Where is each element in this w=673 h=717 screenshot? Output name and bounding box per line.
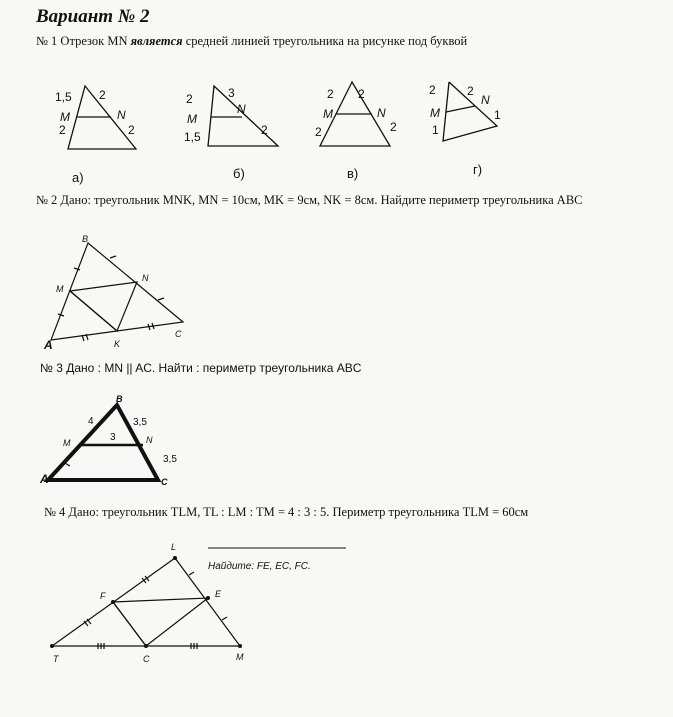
task2-label-m: M (56, 284, 64, 294)
task2-label-k: K (114, 339, 121, 349)
fig1b-label-m: M (187, 112, 197, 126)
task3-label-m: M (63, 438, 71, 448)
task-1-emphasis: является (130, 34, 183, 48)
task2-label-n: N (142, 273, 149, 283)
task-3-text: № 3 Дано : MN || AC. Найти : периметр треугольника ABC (40, 361, 362, 375)
fig1c-label-top-right: 2 (358, 87, 365, 101)
task4-find-text: Найдите: FE, EC, FC. (208, 561, 311, 572)
task3-label-ab: 4 (88, 416, 94, 427)
figure-1b (208, 86, 278, 146)
task2-label-c: C (175, 329, 182, 339)
option-c-letter: в) (347, 166, 359, 181)
fig1a-label-bottom-right: 2 (128, 123, 135, 137)
fig1d-label-top-left: 2 (429, 83, 436, 97)
task-4-text: № 4 Дано: треугольник TLM, TL : LM : TM = 4 : 3 : 5. Периметр треугольника TLM = 60см (44, 505, 529, 519)
fig1c-label-n: N (377, 106, 386, 120)
fig1b-label-bottom-right: 2 (261, 123, 268, 137)
fig1d-label-m: M (430, 106, 440, 120)
fig1d-label-bottom-left: 1 (432, 123, 439, 137)
fig1b-label-n: N (237, 102, 246, 116)
option-b-letter: б) (233, 166, 245, 181)
fig1a-label-top-right: 2 (99, 88, 106, 102)
fig1a-label-bottom-left: 2 (59, 123, 66, 137)
fig1d-label-top-right: 2 (467, 84, 474, 98)
task2-label-b: B (82, 234, 89, 244)
fig1a-label-n: N (117, 108, 126, 122)
fig1b-label-top-right: 3 (228, 86, 235, 100)
task3-label-b: B (116, 394, 123, 404)
fig1b-label-top-left: 2 (186, 92, 193, 106)
task3-label-a: A (40, 472, 49, 486)
fig1a-label-m: M (60, 110, 70, 124)
fig1c-label-bottom-right: 2 (390, 120, 397, 134)
fig1c-label-bottom-left: 2 (315, 125, 322, 139)
task4-label-t: T (53, 654, 59, 664)
task-2-text: № 2 Дано: треугольник MNK, MN = 10см, MK = 9см, NK = 8см. Найдите периметр треугольника ABC (36, 193, 583, 207)
task-1-pre: № 1 Отрезок MN (36, 34, 131, 48)
task4-label-l: L (171, 542, 177, 552)
task3-label-c: C (161, 477, 168, 487)
fig1a-label-top-left: 1,5 (55, 90, 72, 104)
task4-label-c: C (143, 654, 150, 664)
task3-label-nc: 3,5 (163, 454, 177, 465)
option-d-letter: г) (473, 162, 483, 177)
option-a-letter: а) (72, 170, 84, 185)
task3-label-n: N (146, 435, 153, 445)
task3-label-mn: 3 (110, 432, 116, 443)
task3-label-bc: 3,5 (133, 417, 147, 428)
fig1b-label-bottom-left: 1,5 (184, 130, 201, 144)
task4-label-e: E (215, 589, 222, 599)
page-title: Вариант № 2 (36, 6, 150, 27)
fig1d-label-n: N (481, 93, 490, 107)
fig1d-label-bottom-right: 1 (494, 108, 501, 122)
task4-label-m: M (236, 652, 244, 662)
task-1-post: средней линией треугольника на рисунке под буквой (182, 34, 468, 48)
fig1c-label-top-left: 2 (327, 87, 334, 101)
figure-task2 (51, 243, 183, 341)
fig1c-label-m: M (323, 107, 333, 121)
task4-label-f: F (100, 591, 106, 601)
task2-label-a: A (44, 338, 53, 352)
